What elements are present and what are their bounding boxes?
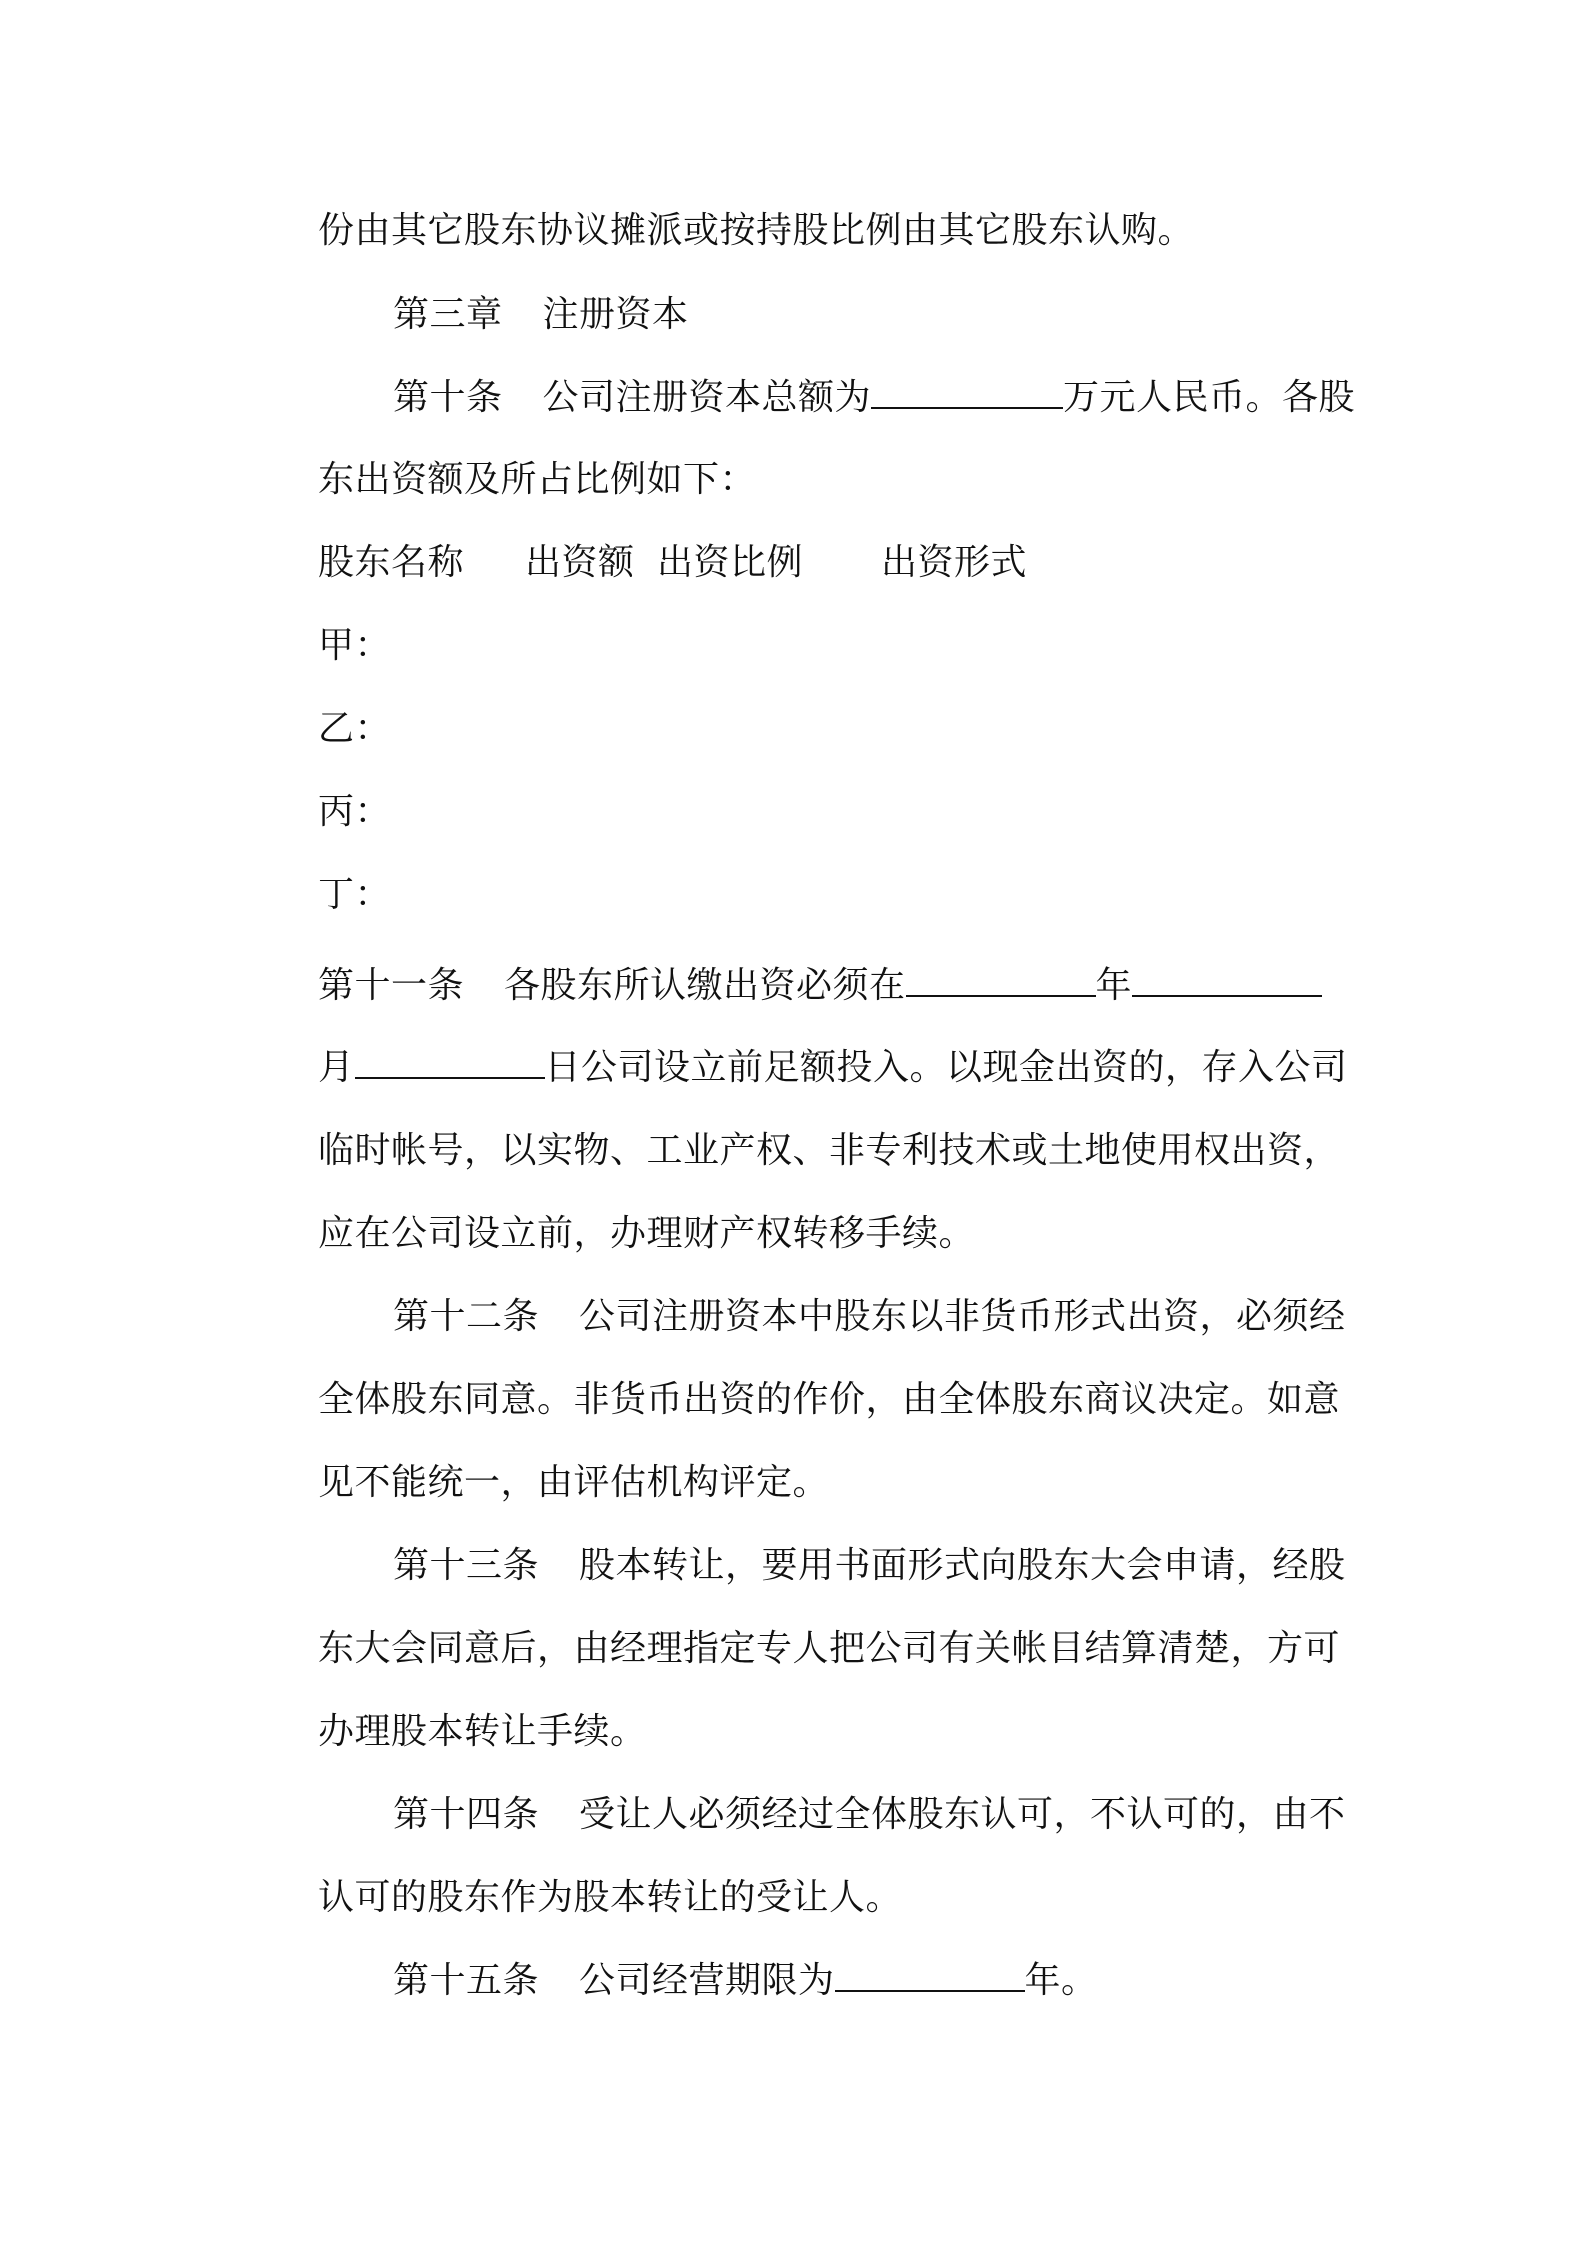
text: 股本转让，要用书面形式向股东大会申请，经股 [579,1545,1346,1586]
shareholder-row [318,622,1358,670]
text: 见不能统一，由评估机构评定。 [318,1462,830,1503]
text: 月 [318,1047,355,1088]
article-number: 第十四条 [393,1794,540,1835]
article-13-line [393,1542,1433,1590]
text: 公司注册资本中股东以非货币形式出资，必须经 [579,1296,1346,1337]
column-header-form: 出资形式 [881,542,1028,583]
text: 全体股东同意。非货币出资的作价，由全体股东商议决定。如意 [318,1379,1341,1420]
article-number: 第十一条 [318,965,465,1006]
paragraph-line [318,1625,1358,1673]
article-number: 第十条 [393,377,503,418]
text: 年。 [1024,1960,1098,2001]
fill-in-blank[interactable] [355,1047,545,1079]
shareholder-row [318,788,1358,836]
paragraph-line [318,1127,1358,1175]
text: 受让人必须经过全体股东认可，不认可的，由不 [579,1794,1346,1835]
text: 公司注册资本总额为 [542,377,872,418]
text: 年 [1095,965,1133,1006]
chapter-title: 注册资本 [542,294,689,335]
fill-in-blank[interactable] [1132,965,1322,997]
shareholder-label: 乙： [318,708,392,749]
column-header-ratio: 出资比例 [657,542,804,583]
text: 应在公司设立前，办理财产权转移手续。 [318,1213,976,1254]
shareholder-label: 甲： [318,625,392,666]
paragraph-line [318,456,1358,504]
paragraph-line [318,1210,1358,1258]
shareholder-label: 丙： [318,791,392,832]
shareholder-label: 丁： [318,874,392,915]
chapter-heading [393,291,1433,339]
table-header [318,539,1358,587]
paragraph-line [318,207,1358,255]
text: 日公司设立前足额投入。以现金出资的，存入公司 [544,1047,1348,1088]
text: 份由其它股东协议摊派或按持股比例由其它股东认购。 [318,210,1195,251]
shareholder-row [318,871,1358,919]
fill-in-blank[interactable] [871,377,1063,409]
chapter-number: 第三章 [393,294,503,335]
paragraph-line [318,1044,1358,1092]
article-11-line [318,962,1358,1010]
article-14-line [393,1791,1433,1839]
text: 临时帐号，以实物、工业产权、非专利技术或土地使用权出资， [318,1130,1341,1171]
paragraph-line [318,1708,1358,1756]
text: 各股东所认缴出资必须在 [504,965,906,1006]
text: 万元人民币。各股 [1063,377,1356,418]
article-number: 第十二条 [393,1296,540,1337]
text: 东大会同意后，由经理指定专人把公司有关帐目结算清楚，方可 [318,1628,1341,1669]
paragraph-line [318,1459,1358,1507]
text: 认可的股东作为股本转让的受让人。 [318,1877,903,1918]
article-number: 第十三条 [393,1545,540,1586]
article-15-line [393,1957,1433,2005]
text: 公司经营期限为 [579,1960,835,2001]
text: 办理股本转让手续。 [318,1711,647,1752]
article-10-line [393,374,1433,422]
paragraph-line [318,1376,1358,1424]
shareholder-row [318,705,1358,753]
column-header-name: 股东名称 [318,542,465,583]
paragraph-line [318,1874,1358,1922]
article-12-line [393,1293,1433,1341]
fill-in-blank[interactable] [906,965,1096,997]
text: 东出资额及所占比例如下： [318,459,757,500]
column-header-amount: 出资额 [525,542,635,583]
fill-in-blank[interactable] [835,1960,1025,1992]
article-number: 第十五条 [393,1960,540,2001]
